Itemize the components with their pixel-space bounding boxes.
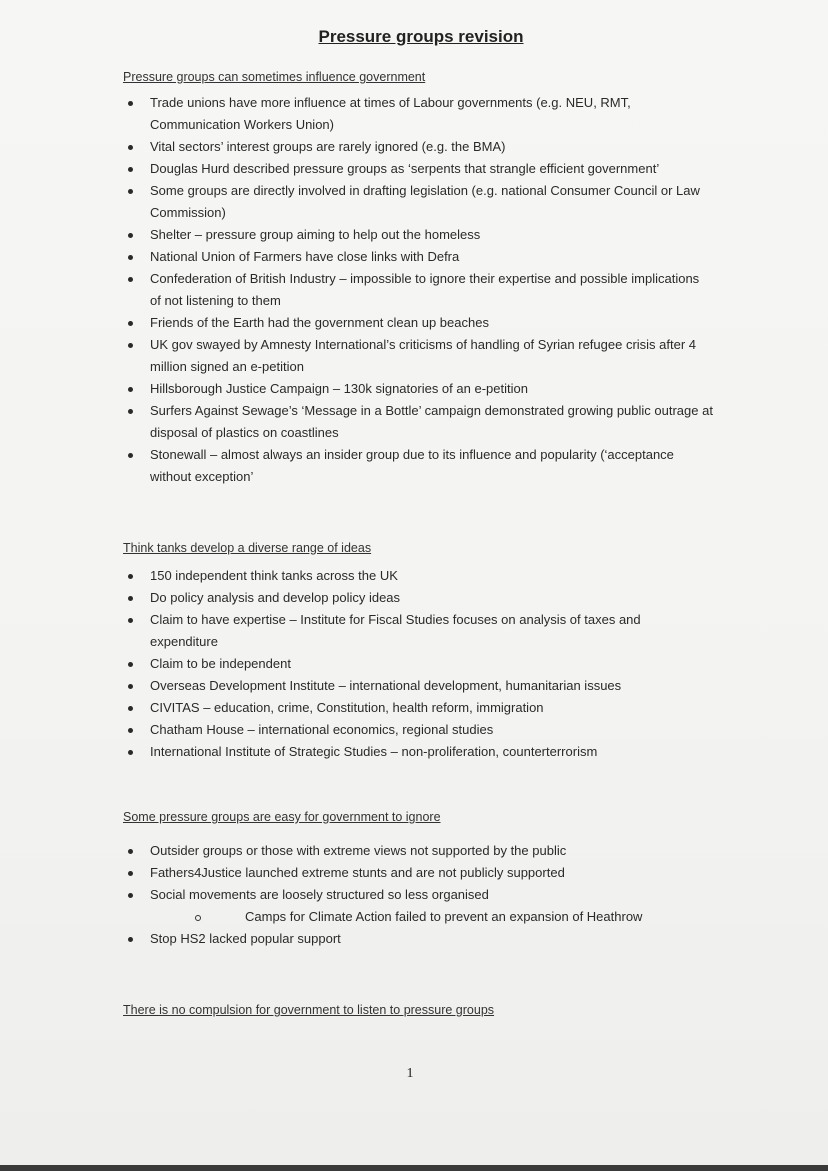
section-heading: Think tanks develop a diverse range of ideas (123, 541, 372, 555)
list-item: Do policy analysis and develop policy ideas (123, 587, 683, 609)
section-think-tanks (123, 538, 743, 763)
sub-list-item: Camps for Climate Action failed to prevent an expansion of Heathrow (123, 906, 743, 928)
list-item: Social movements are loosely structured so less organised (123, 884, 743, 906)
list-item: National Union of Farmers have close links with Defra (123, 246, 713, 268)
list-item: Claim to be independent (123, 653, 683, 675)
page-title: Pressure groups revision (318, 27, 524, 46)
section-heading: There is no compulsion for government to listen to pressure groups (123, 1003, 495, 1017)
list-item: Outsider groups or those with extreme views not supported by the public (123, 840, 743, 862)
list-item: Friends of the Earth had the government clean up beaches (123, 312, 713, 334)
list-item: Claim to have expertise – Institute for Fiscal Studies focuses on analysis of taxes and expenditure (123, 609, 683, 653)
section-no-compulsion (123, 1000, 743, 1020)
list-item: Trade unions have more influence at times of Labour governments (e.g. NEU, RMT, Communication Workers Union) (123, 92, 713, 136)
bullet-list (123, 92, 713, 488)
list-item: Stop HS2 lacked popular support (123, 928, 743, 950)
list-item: Douglas Hurd described pressure groups as ‘serpents that strangle efficient government’ (123, 158, 713, 180)
list-item: Vital sectors’ interest groups are rarely ignored (e.g. the BMA) (123, 136, 713, 158)
section-influence (123, 67, 743, 488)
section-easy-to-ignore (123, 807, 743, 950)
list-item: Confederation of British Industry – impossible to ignore their expertise and possible implications of not listening to them (123, 268, 713, 312)
list-item: Some groups are directly involved in drafting legislation (e.g. national Consumer Council or Law Commission) (123, 180, 713, 224)
section-heading: Some pressure groups are easy for government to ignore (123, 810, 441, 824)
list-item: Shelter – pressure group aiming to help out the homeless (123, 224, 713, 246)
list-item: Stonewall – almost always an insider group due to its influence and popularity (‘acceptance without exception’ (123, 444, 713, 488)
list-item: International Institute of Strategic Studies – non-proliferation, counterterrorism (123, 741, 683, 763)
scan-edge (0, 1165, 828, 1171)
list-item: UK gov swayed by Amnesty International’s criticisms of handling of Syrian refugee crisis after 4 million signed an e-petition (123, 334, 713, 378)
list-item: Chatham House – international economics, regional studies (123, 719, 683, 741)
page-number: 1 (406, 1066, 414, 1081)
list-item: CIVITAS – education, crime, Constitution, health reform, immigration (123, 697, 683, 719)
bullet-list (123, 565, 683, 763)
list-item: Fathers4Justice launched extreme stunts and are not publicly supported (123, 862, 743, 884)
list-item: Surfers Against Sewage’s ‘Message in a Bottle’ campaign demonstrated growing public outrage at disposal of plastics on coastlines (123, 400, 713, 444)
list-item: 150 independent think tanks across the UK (123, 565, 683, 587)
bullet-list (123, 840, 743, 950)
list-item: Hillsborough Justice Campaign – 130k signatories of an e-petition (123, 378, 713, 400)
list-item: Overseas Development Institute – international development, humanitarian issues (123, 675, 683, 697)
section-heading: Pressure groups can sometimes influence government (123, 70, 426, 84)
